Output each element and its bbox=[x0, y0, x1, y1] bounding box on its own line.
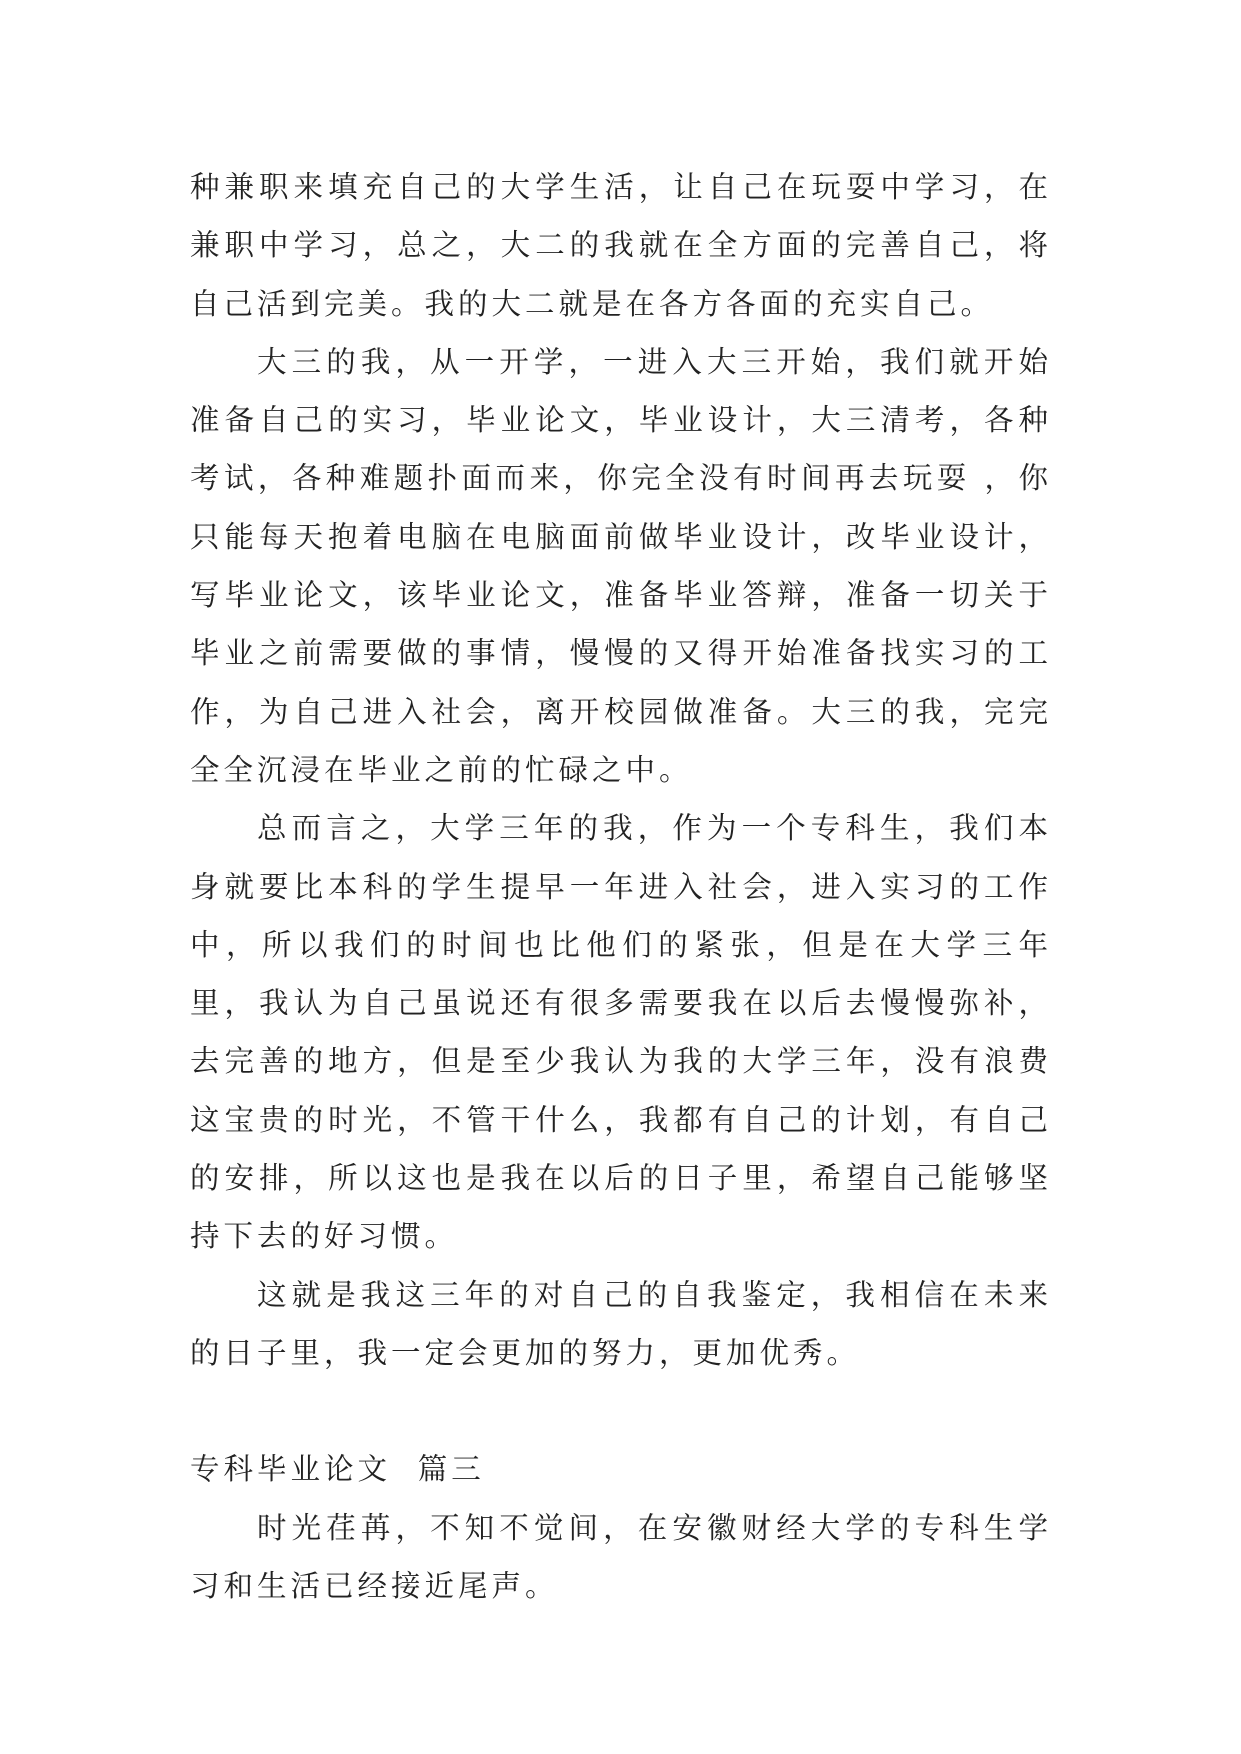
section-heading: 专科毕业论文 篇三 bbox=[190, 1452, 485, 1487]
body-paragraph: 总而言之，大学三年的我，作为一个专科生，我们本身就要比本科的学生提早一年进入社会，进入实习的工作中，所以我们的时间也比他们的紧张，但是在大学三年里，我认为自己虽说还有很多需要我在以后去慢慢弥补，去完善的地方，但是至少我认为我的大学三年，没有浪费这宝贵的时光，不管干什么，我都有自己的计划，有自己的安排，所以这也是我在以后的日子里，希望自己能够坚持下去的好习惯。 bbox=[190, 811, 1052, 1254]
body-paragraph: 这就是我这三年的对自己的自我鉴定，我相信在未来的日子里，我一定会更加的努力，更加优秀。 bbox=[190, 1277, 1052, 1370]
body-paragraph: 大三的我，从一开学，一进入大三开始，我们就开始准备自己的实习，毕业论文，毕业设计，大三清考，各种考试，各种难题扑面而来，你完全没有时间再去玩耍 ，你只能每天抱着电脑在电脑面前做毕业设计，改毕业设计，写毕业论文，该毕业论文，准备毕业答辩，准备一切关于毕业之前需要做的事情，慢慢的又得开始准备找实习的工作，为自己进入社会，离开校园做准备。大三的我，完完全全沉浸在毕业之前的忙碌之中。 bbox=[190, 344, 1052, 787]
document-body bbox=[190, 158, 1052, 1615]
body-paragraph: 种兼职来填充自己的大学生活，让自己在玩耍中学习，在兼职中学习，总之，大二的我就在全方面的完善自己，将自己活到完美。我的大二就是在各方各面的充实自己。 bbox=[190, 170, 1052, 321]
body-paragraph: 时光荏苒，不知不觉间，在安徽财经大学的专科生学习和生活已经接近尾声。 bbox=[190, 1510, 1052, 1603]
